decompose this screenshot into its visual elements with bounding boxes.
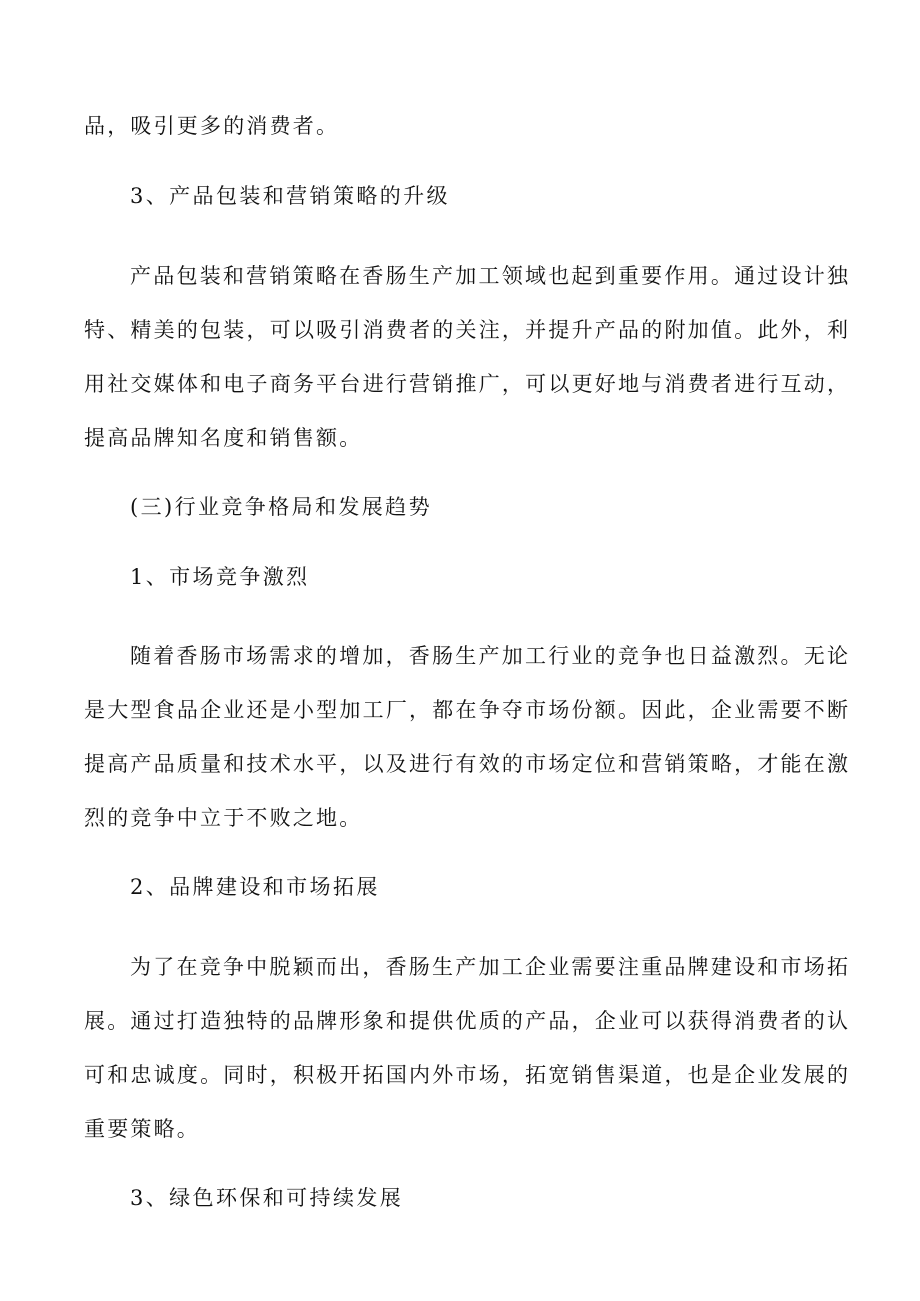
paragraph-line: 用社交媒体和电子商务平台进行营销推广，可以更好地与消费者进行互动，: [84, 372, 848, 396]
paragraph-line: 提高品牌知名度和销售额。: [84, 426, 363, 450]
paragraph-line: 产品包装和营销策略在香肠生产加工领域也起到重要作用。通过设计独: [130, 264, 848, 288]
section-heading: 2、品牌建设和市场拓展: [130, 875, 380, 899]
chapter-heading: (三)行业竞争格局和发展趋势: [130, 495, 432, 519]
paragraph-line: 提高产品质量和技术水平，以及进行有效的市场定位和营销策略，才能在激: [84, 752, 848, 776]
paragraph-line: 是大型食品企业还是小型加工厂，都在争夺市场份额。因此，企业需要不断: [84, 698, 848, 722]
paragraph-line: 可和忠诚度。同时，积极开拓国内外市场，拓宽销售渠道，也是企业发展的: [84, 1063, 848, 1087]
paragraph-line: 烈的竞争中立于不败之地。: [84, 806, 363, 830]
paragraph-line: 随着香肠市场需求的增加，香肠生产加工行业的竞争也日益激烈。无论: [130, 644, 848, 668]
paragraph-line: 展。通过打造独特的品牌形象和提供优质的产品，企业可以获得消费者的认: [84, 1009, 848, 1033]
paragraph-line: 特、精美的包装，可以吸引消费者的关注，并提升产品的附加值。此外，利: [84, 318, 848, 342]
paragraph-line: 为了在竞争中脱颖而出，香肠生产加工企业需要注重品牌建设和市场拓: [130, 955, 848, 979]
section-heading: 3、绿色环保和可持续发展: [130, 1186, 404, 1210]
section-heading: 1、市场竞争激烈: [130, 565, 310, 589]
paragraph-line: 重要策略。: [84, 1117, 200, 1141]
paragraph-line: 品，吸引更多的消费者。: [84, 114, 340, 138]
section-heading: 3、产品包装和营销策略的升级: [130, 184, 450, 208]
